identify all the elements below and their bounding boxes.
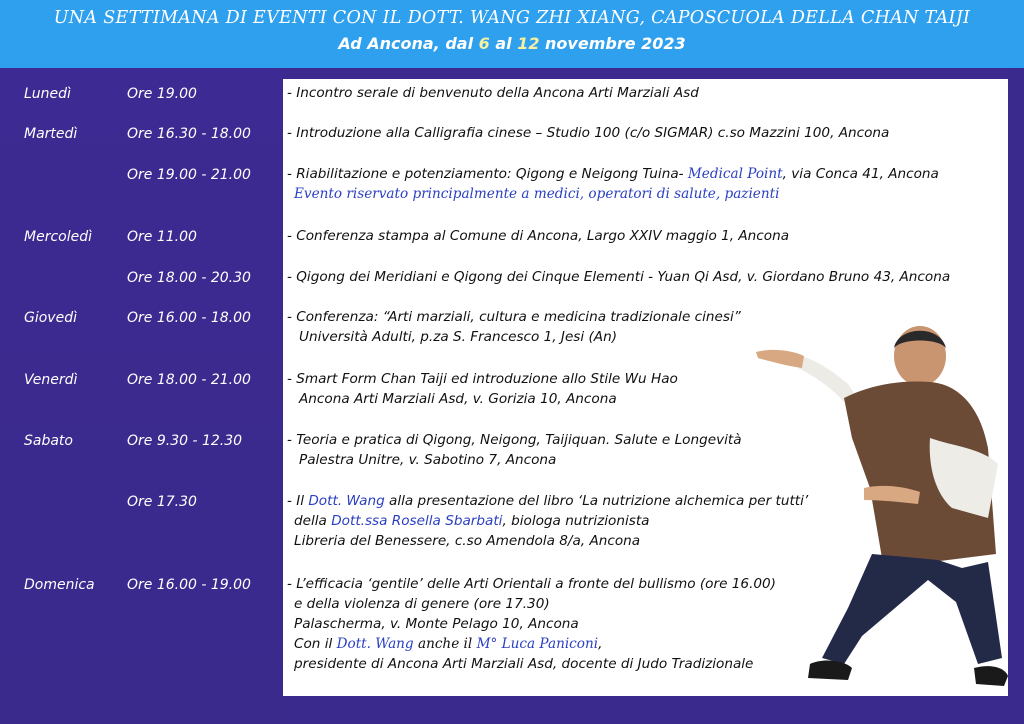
time-wednesday-2: Ore 18.00 - 20.30 [127,270,251,286]
dott-wang-link: Dott. Wang [336,636,414,652]
event-wednesday-1 [287,226,789,246]
time-tuesday-2: Ore 19.00 - 21.00 [127,167,251,183]
end-day: 12 [517,34,540,53]
event-text-b: anche il [413,636,477,652]
event-line-1: - Smart Form Chan Taiji ed introduzione allo Stile Wu Hao [287,371,678,387]
event-tuesday-2 [287,164,939,204]
event-note: Evento riservato principalmente a medici, operatori di salute, pazienti [294,186,780,202]
event-monday [287,83,699,103]
event-text-a: - Riabilitazione e potenziamento: Qigong e Neigong Tuina- [287,166,688,182]
raised-arm [798,356,856,402]
day-monday: Lunedì [24,86,71,102]
event-line [287,164,939,184]
event-text-b: , biologa nutrizionista [502,513,650,529]
taiji-master-image [752,318,1012,698]
time-saturday-1: Ore 9.30 - 12.30 [127,433,243,449]
event-text-b: alla presentazione del libro ‘La nutrizione alchemica per tutti’ [384,493,809,509]
start-day: 6 [478,34,490,53]
event-saturday-2 [287,491,808,551]
event-line-1: - Teoria e pratica di Qigong, Neigong, Taijiquan. Salute e Longevità [287,432,742,448]
event-text-a: Con il [294,636,337,652]
event-text-a: - Il [287,493,309,509]
event-text-c: , [598,636,603,652]
subtitle-suffix: novembre 2023 [539,34,686,53]
subtitle-prefix: Ad Ancona, dal [338,34,479,53]
event-text-a: della [294,513,332,529]
right-shoe [974,666,1008,686]
rosella-sbarbati-link: Dott.ssa Rosella Sbarbati [331,513,503,529]
event-sunday [287,574,776,674]
time-friday: Ore 18.00 - 21.00 [127,372,251,388]
event-thursday [287,307,741,347]
time-monday: Ore 19.00 [127,86,197,102]
event-line-3: Libreria del Benessere, c.so Amendola 8/a, Ancona [294,533,641,549]
event-line-1: - Conferenza: “Arti marziali, cultura e medicina tradizionale cinesi” [287,309,741,325]
event-line-3: Palascherma, v. Monte Pelago 10, Ancona [294,616,579,632]
raised-hand [756,350,804,368]
event-line-2: e della violenza di genere (ore 17.30) [294,596,550,612]
event-wednesday-2 [287,267,950,287]
event-text: - Qigong dei Meridiani e Qigong dei Cinque Elementi - Yuan Qi Asd, v. Giordano Bruno 43, Ancona [287,269,951,285]
event-text: - Incontro serale di benvenuto della Ancona Arti Marziali Asd [287,85,699,101]
day-saturday: Sabato [24,433,73,449]
time-wednesday-1: Ore 11.00 [127,229,197,245]
event-text-b: , via Conca 41, Ancona [782,166,939,182]
day-wednesday: Mercoledì [24,229,92,245]
trousers [822,554,1002,664]
page-title: UNA SETTIMANA DI EVENTI CON IL DOTT. WANG ZHI XIANG, CAPOSCUOLA DELLA CHAN TAIJI [53,8,971,28]
day-friday: Venerdì [24,372,78,388]
event-text: - Conferenza stampa al Comune di Ancona, Largo XXIV maggio 1, Ancona [287,228,790,244]
event-line-1 [287,491,808,511]
event-saturday-1 [287,430,742,470]
day-sunday: Domenica [24,577,95,593]
luca-paniconi-link: M° Luca Paniconi [476,636,599,652]
event-friday [287,369,678,409]
event-line-2: Università Adulti, p.za S. Francesco 1, Jesi (An) [299,329,618,345]
subtitle-middle: al [489,34,518,53]
event-line-5: presidente di Ancona Arti Marziali Asd, docente di Judo Tradizionale [294,656,754,672]
event-line-2: Ancona Arti Marziali Asd, v. Gorizia 10, Ancona [299,391,617,407]
day-tuesday: Martedì [24,126,78,142]
time-thursday: Ore 16.00 - 18.00 [127,310,251,326]
dott-wang-link: Dott. Wang [308,493,385,509]
bottom-border [283,696,1024,724]
event-line-4 [287,634,776,654]
time-saturday-2: Ore 17.30 [127,494,197,510]
page-subtitle [0,34,1024,53]
event-text: - Introduzione alla Calligrafia cinese – Studio 100 (c/o SIGMAR) c.so Mazzini 100, Ancona [287,125,890,141]
header-banner [0,0,1024,68]
event-line-2: Palestra Unitre, v. Sabotino 7, Ancona [299,452,557,468]
medical-point-link: Medical Point [687,166,783,182]
time-sunday: Ore 16.00 - 19.00 [127,577,251,593]
event-line-1: - L’efficacia ‘gentile’ delle Arti Orientali a fronte del bullismo (ore 16.00) [287,576,776,592]
day-thursday: Giovedì [24,310,77,326]
left-shoe [808,661,852,680]
time-tuesday-1: Ore 16.30 - 18.00 [127,126,251,142]
event-tuesday-1 [287,123,889,143]
event-line-2 [287,511,808,531]
